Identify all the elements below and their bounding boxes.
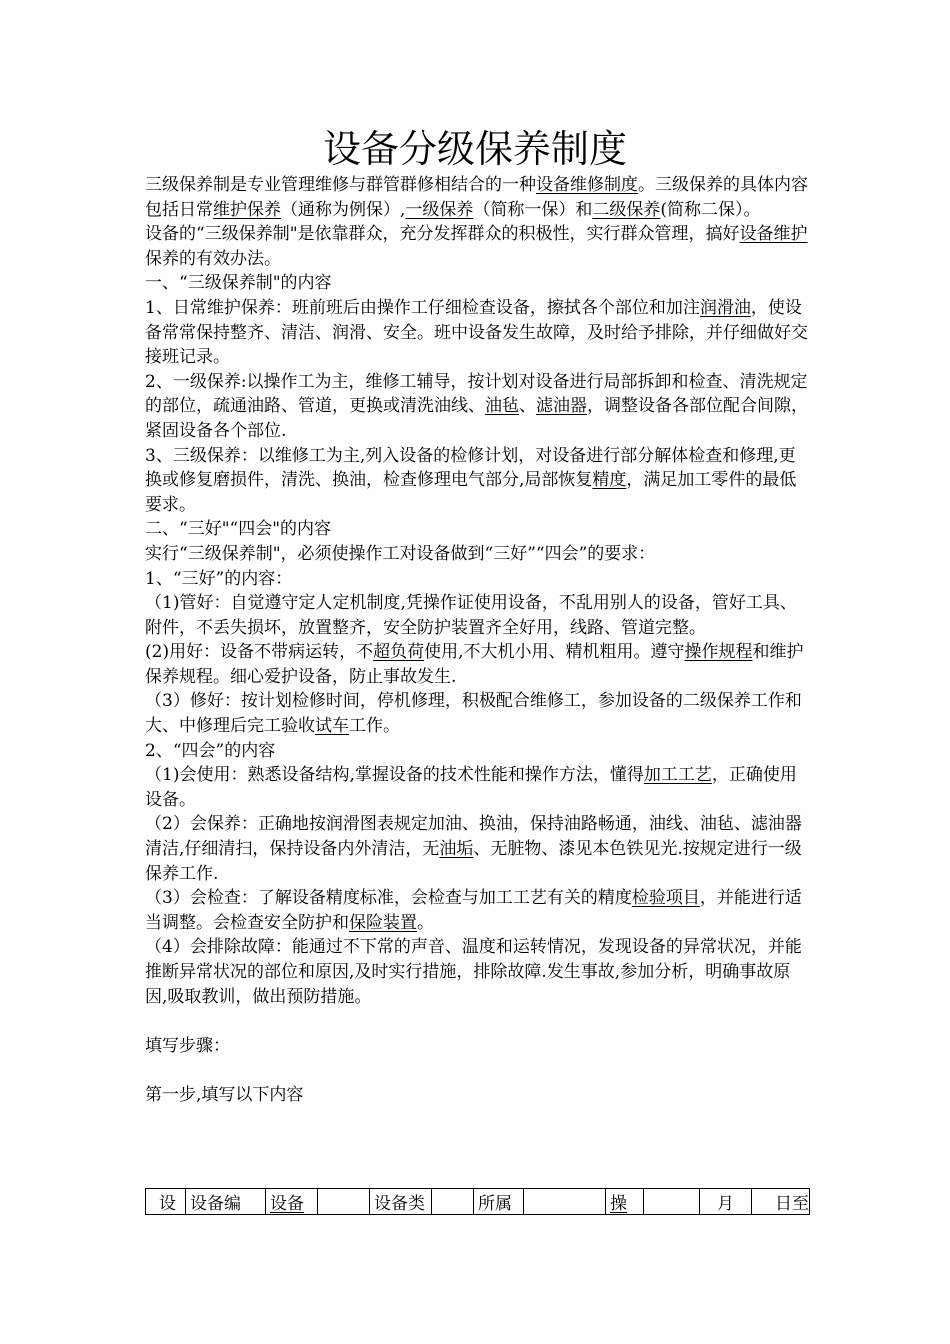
spacer: [145, 1058, 810, 1083]
daily-maintenance-paragraph: [145, 296, 810, 370]
link-first-level-maintenance[interactable]: 一级保养: [405, 199, 474, 220]
text-run: 设备的“三级保养制"是依靠群众，充分发挥群众的积极性，实行群众管理，搞好: [145, 224, 740, 245]
cell-equipment-type-label: 设备类: [370, 1189, 432, 1215]
equipment-form-table: [145, 1188, 810, 1215]
link-precision[interactable]: 精度: [592, 470, 627, 491]
link-equipment-repair-system[interactable]: 设备维修制度: [536, 175, 638, 195]
section-heading-1: 一、“三级保养制"的内容: [145, 273, 332, 294]
text-run: 1、日常维护保养：班前班后由操作工仔细检查设备，擦拭各个部位和加注: [145, 297, 700, 318]
subheading-three-goods: 1、“三好”的内容：: [145, 568, 293, 589]
fill-steps-label: 填写步骤：: [145, 1035, 230, 1056]
text-run: （3）修好：按计划检修时间，停机修理，积极配合维修工，参加设备的二级保养工作和大、中修理后完工验收: [145, 691, 802, 737]
spacer: [145, 1009, 810, 1034]
link-machining-process[interactable]: 加工工艺: [643, 765, 712, 786]
text-run: （1)会使用：熟悉设备结构,掌握设备的技术性能和操作方法，懂得: [145, 765, 644, 786]
link-equipment[interactable]: 设备: [270, 1194, 304, 1214]
text-run: ，正确使用设备。: [145, 765, 797, 810]
link-second-level-maintenance[interactable]: 二级保养: [592, 199, 661, 220]
cell-month-label: 月: [700, 1189, 752, 1215]
cell-belongs-label: 所属: [474, 1189, 524, 1215]
cell-equipment-number-label: 设备编: [186, 1189, 266, 1215]
link-operating-procedure[interactable]: 操作规程: [684, 642, 753, 663]
text-run: 3、三级保养：以维修工为主,列入设备的检修计划，对设备进行部分解体检查和修理,更换或修复磨损件，清洗、换油，检查修理电气部分,局部恢复: [145, 445, 796, 491]
text-run: 和维护保养规程。细心爱护设备，防止事故发生.: [145, 642, 804, 687]
can-use-paragraph: [145, 763, 810, 812]
text-run: 三级保养制是专业管理维修与群管群修相结合的一种: [145, 175, 536, 195]
link-operator[interactable]: 操: [610, 1194, 627, 1214]
text-run: 使用,不大机小用、精机粗用。遵守: [424, 642, 685, 663]
can-inspect-paragraph: [145, 886, 810, 935]
link-maintenance[interactable]: 维护保养: [213, 199, 281, 220]
link-safety-device[interactable]: 保险装置: [349, 912, 417, 933]
cell-equipment: 设: [146, 1189, 186, 1215]
text-run: ，调整设备各部位配合间隙，紧固设备各个部位.: [145, 396, 808, 441]
can-maintain-paragraph: [145, 812, 810, 886]
link-oil-felt[interactable]: 油毡: [485, 396, 519, 417]
troubleshoot-paragraph: （4）会排除故障：能通过不下常的声音、温度和运转情况，发现设备的异常状况，并能推断异常状况的部位和原因,及时实行措施，排除故障.发生事故,参加分析，明确事故原因,吸取教训，做出预防措施。: [145, 937, 802, 1007]
text-run: 工作。: [349, 716, 400, 737]
text-run: （3）会检查：了解设备精度标准，会检查与加工工艺有关的精度: [145, 888, 632, 909]
text-run: （通称为例保）,: [281, 199, 406, 220]
cell-operator-label: [606, 1189, 644, 1215]
text-run: ，并能进行适当调整。会检查安全防护和: [145, 888, 802, 933]
purpose-paragraph: [145, 222, 810, 271]
text-run: 。三级保养的具体内容包括日常: [145, 175, 808, 220]
third-level-paragraph: [145, 444, 810, 518]
document-body: [145, 173, 810, 1108]
text-run: 、无脏物、漆见本色铁见光.按规定进行一级保养工作.: [145, 839, 802, 884]
text-run: 2、一级保养:以操作工为主，维修工辅导，按计划对设备进行局部拆卸和检查、清洗规定的部位，疏通油路、管道，更换或清洗油线、: [145, 371, 808, 417]
step-one-label: 第一步,填写以下内容: [145, 1084, 304, 1105]
link-lubricating-oil[interactable]: 润滑油: [699, 297, 751, 318]
manage-well-paragraph: （1)管好：自觉遵守定人定机制度,凭操作证使用设备，不乱用别人的设备，管好工具、附件，不丢失损坏，放置整齐，安全防护装置齐全好用，线路、管道完整。: [145, 593, 797, 638]
text-run: 。: [417, 912, 434, 933]
document-title: 设备分级保养制度: [322, 127, 627, 171]
intro-paragraph: [145, 173, 810, 222]
table-row: [146, 1189, 810, 1215]
link-oil-filter[interactable]: 滤油器: [536, 396, 587, 417]
cell-input[interactable]: [318, 1189, 370, 1215]
link-oil-dirt[interactable]: 油垢: [439, 839, 474, 860]
link-inspection-items[interactable]: 检验项目: [631, 888, 700, 909]
text-run: ，满足加工零件的最低要求。: [145, 470, 797, 515]
subheading-four-skills: 2、“四会”的内容: [145, 740, 276, 761]
section-heading-2: 二、“三好"“四会"的内容: [145, 519, 332, 540]
text-run: ，使设备常常保持整齐、清洁、润滑、安全。班中设备发生故障，及时给予排除，并仔细做好交接班记录。: [145, 297, 808, 368]
cell-input[interactable]: [432, 1189, 474, 1215]
use-well-paragraph: [145, 640, 810, 689]
text-run: （简称一保）和: [473, 199, 593, 220]
text-run: 、: [519, 396, 536, 417]
text-run: (2)用好：设备不带病运转，不: [145, 642, 374, 663]
cell-equipment-name-label: [266, 1189, 318, 1215]
link-overload[interactable]: 超负荷: [373, 642, 425, 663]
cell-input[interactable]: [524, 1189, 606, 1215]
text-run: 保养的有效办法。: [145, 248, 281, 269]
repair-well-paragraph: [145, 689, 810, 738]
text-run: （2）会保养：正确地按润滑图表规定加油、换油，保持油路畅通，油线、油毡、滤油器清洁,仔细清扫，保持设备内外清洁，无: [145, 814, 802, 860]
text-run: (简称二保）。: [660, 199, 761, 220]
link-equipment-maintenance[interactable]: 设备维护: [739, 224, 808, 245]
cell-day-to-label: 日至: [752, 1189, 810, 1215]
link-test-run[interactable]: 试车: [315, 716, 349, 737]
first-level-paragraph: [145, 370, 810, 444]
cell-input[interactable]: [644, 1189, 700, 1215]
requirement-paragraph: 实行“三级保养制"，必须使操作工对设备做到“三好”“四会”的要求：: [145, 543, 656, 564]
